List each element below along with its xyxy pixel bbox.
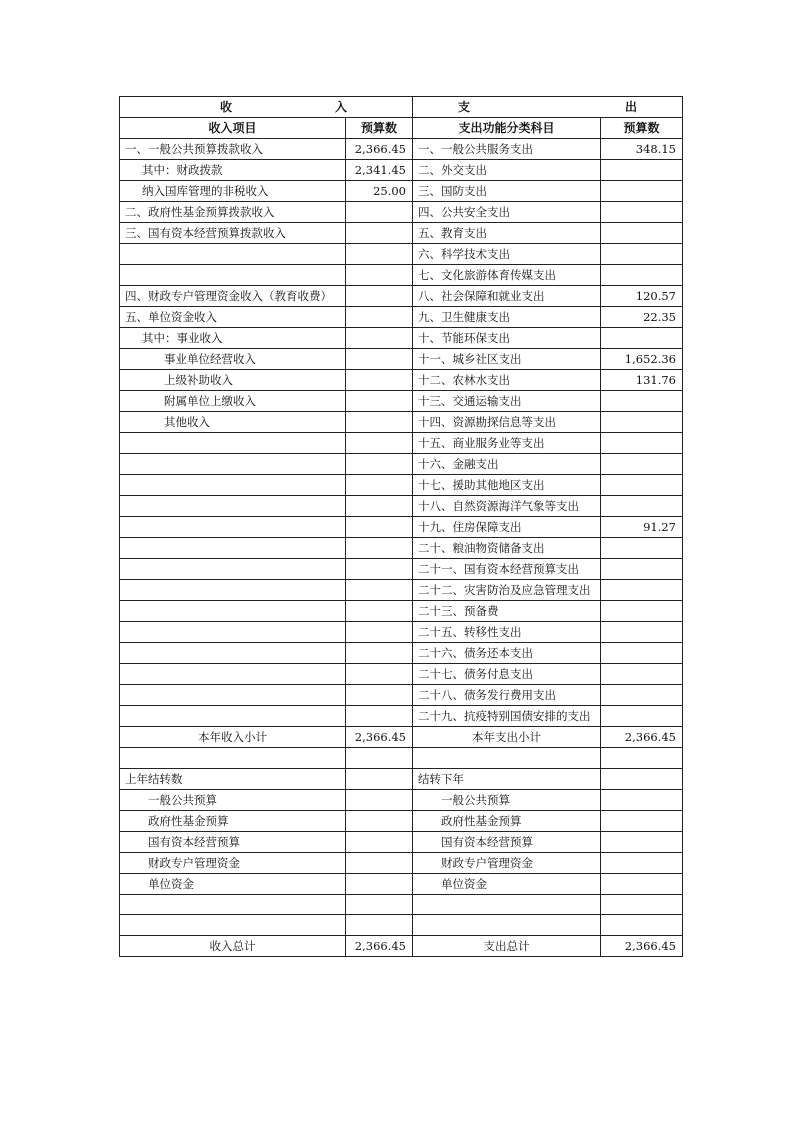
expense-item: 十九、住房保障支出 (413, 517, 601, 538)
carryover-row (120, 873, 683, 894)
income-item (120, 433, 346, 454)
income-carryover-label: 上年结转数 (120, 768, 346, 789)
income-value (346, 664, 413, 685)
income-value (346, 265, 413, 286)
income-item: 其中：财政拨款 (120, 160, 346, 181)
expense-item: 十四、资源勘探信息等支出 (413, 412, 601, 433)
expense-item: 八、社会保障和就业支出 (413, 286, 601, 307)
expense-item: 六、科学技术支出 (413, 244, 601, 265)
income-item (120, 664, 346, 685)
income-value (346, 538, 413, 559)
income-header-char-1: 收 (220, 100, 233, 114)
table-row (120, 412, 683, 433)
expense-header-char-1: 支 (458, 100, 471, 114)
expense-value (601, 412, 683, 433)
income-value (346, 454, 413, 475)
expense-item: 十二、农林水支出 (413, 370, 601, 391)
income-carryover-item: 单位资金 (120, 873, 346, 894)
expense-value: 131.76 (601, 370, 683, 391)
income-item (120, 265, 346, 286)
expense-item: 四、公共安全支出 (413, 202, 601, 223)
table-row (120, 601, 683, 622)
income-item (120, 517, 346, 538)
carryover-row (120, 789, 683, 810)
expense-item: 十七、援助其他地区支出 (413, 475, 601, 496)
table-row (120, 475, 683, 496)
expense-value (601, 496, 683, 517)
income-item: 一、一般公共预算拨款收入 (120, 139, 346, 160)
expense-value (601, 664, 683, 685)
expense-value: 1,652.36 (601, 349, 683, 370)
subtotal-row (120, 727, 683, 748)
expense-value: 120.57 (601, 286, 683, 307)
table-row (120, 496, 683, 517)
table-row (120, 160, 683, 181)
carryover-row (120, 810, 683, 831)
col-expense-budget: 预算数 (601, 118, 683, 139)
expense-item: 二十一、国有资本经营预算支出 (413, 559, 601, 580)
expense-item: 二十九、抗疫特别国债安排的支出 (413, 706, 601, 727)
table-row (120, 706, 683, 727)
expense-section-header (413, 97, 683, 118)
income-value (346, 286, 413, 307)
income-item (120, 580, 346, 601)
income-value (346, 643, 413, 664)
expense-item: 二十二、灾害防治及应急管理支出 (413, 580, 601, 601)
income-item (120, 622, 346, 643)
table-row (120, 643, 683, 664)
income-subtotal-value: 2,366.45 (346, 727, 413, 748)
blank-row (120, 748, 683, 769)
income-total-value: 2,366.45 (346, 935, 413, 956)
income-item (120, 244, 346, 265)
col-income-item: 收入项目 (120, 118, 346, 139)
income-carryover-item: 一般公共预算 (120, 789, 346, 810)
expense-item: 十一、城乡社区支出 (413, 349, 601, 370)
table-row (120, 433, 683, 454)
income-value (346, 559, 413, 580)
expense-carryover-item: 国有资本经营预算 (413, 831, 601, 852)
total-row (120, 935, 683, 956)
table-row (120, 559, 683, 580)
income-item (120, 643, 346, 664)
expense-item: 二十七、债务付息支出 (413, 664, 601, 685)
expense-value (601, 580, 683, 601)
income-item: 其中：事业收入 (120, 328, 346, 349)
income-item (120, 685, 346, 706)
income-value (346, 706, 413, 727)
expense-item: 二十、粮油物资储备支出 (413, 538, 601, 559)
table-row (120, 664, 683, 685)
table-row (120, 286, 683, 307)
income-value (346, 685, 413, 706)
expense-item: 二十八、债务发行费用支出 (413, 685, 601, 706)
income-value (346, 202, 413, 223)
income-item (120, 706, 346, 727)
expense-total-label: 支出总计 (413, 935, 601, 956)
income-item: 四、财政专户管理资金收入（教育收费） (120, 286, 346, 307)
expense-item: 十、节能环保支出 (413, 328, 601, 349)
expense-item: 五、教育支出 (413, 223, 601, 244)
income-item: 事业单位经营收入 (120, 349, 346, 370)
income-value (346, 244, 413, 265)
income-value (346, 349, 413, 370)
expense-item: 十六、金融支出 (413, 454, 601, 475)
expense-carryover-item: 财政专户管理资金 (413, 852, 601, 873)
budget-table (119, 96, 683, 957)
expense-value (601, 454, 683, 475)
expense-item: 二十五、转移性支出 (413, 622, 601, 643)
expense-item: 二十三、预备费 (413, 601, 601, 622)
expense-item: 二十六、债务还本支出 (413, 643, 601, 664)
income-value (346, 622, 413, 643)
income-header-char-2: 入 (334, 100, 347, 114)
table-row (120, 622, 683, 643)
carryover-row (120, 831, 683, 852)
expense-item: 十八、自然资源海洋气象等支出 (413, 496, 601, 517)
table-row (120, 370, 683, 391)
expense-value: 91.27 (601, 517, 683, 538)
income-value: 2,341.45 (346, 160, 413, 181)
income-item: 附属单位上缴收入 (120, 391, 346, 412)
expense-value (601, 202, 683, 223)
expense-item: 二、外交支出 (413, 160, 601, 181)
income-item (120, 601, 346, 622)
blank-row (120, 894, 683, 915)
expense-value (601, 223, 683, 244)
income-carryover-item: 国有资本经营预算 (120, 831, 346, 852)
income-item (120, 475, 346, 496)
income-value (346, 601, 413, 622)
table-row (120, 139, 683, 160)
income-item: 其他收入 (120, 412, 346, 433)
income-item: 二、政府性基金预算拨款收入 (120, 202, 346, 223)
table-row (120, 580, 683, 601)
carryover-header-row (120, 768, 683, 789)
col-expense-item: 支出功能分类科目 (413, 118, 601, 139)
section-header-row (120, 97, 683, 118)
expense-value (601, 622, 683, 643)
expense-item: 十五、商业服务业等支出 (413, 433, 601, 454)
expense-header-char-2: 出 (624, 100, 637, 114)
expense-item: 一、一般公共服务支出 (413, 139, 601, 160)
table-row (120, 307, 683, 328)
expense-value (601, 244, 683, 265)
expense-value (601, 160, 683, 181)
income-value (346, 370, 413, 391)
income-carryover-item: 政府性基金预算 (120, 810, 346, 831)
expense-value (601, 643, 683, 664)
table-row (120, 538, 683, 559)
expense-value (601, 391, 683, 412)
expense-value (601, 328, 683, 349)
income-value: 2,366.45 (346, 139, 413, 160)
expense-item: 九、卫生健康支出 (413, 307, 601, 328)
income-subtotal-label: 本年收入小计 (120, 727, 346, 748)
income-item: 上级补助收入 (120, 370, 346, 391)
carryover-row (120, 852, 683, 873)
expense-value (601, 685, 683, 706)
table-row (120, 181, 683, 202)
table-row (120, 223, 683, 244)
expense-value (601, 601, 683, 622)
income-value (346, 433, 413, 454)
table-row (120, 454, 683, 475)
expense-value: 348.15 (601, 139, 683, 160)
table-row (120, 202, 683, 223)
income-carryover-item: 财政专户管理资金 (120, 852, 346, 873)
income-value (346, 475, 413, 496)
expense-item: 十三、交通运输支出 (413, 391, 601, 412)
income-item: 五、单位资金收入 (120, 307, 346, 328)
expense-total-value: 2,366.45 (601, 935, 683, 956)
income-total-label: 收入总计 (120, 935, 346, 956)
expense-carryover-item: 政府性基金预算 (413, 810, 601, 831)
expense-value (601, 706, 683, 727)
income-section-header (120, 97, 413, 118)
income-item: 三、国有资本经营预算拨款收入 (120, 223, 346, 244)
income-item (120, 496, 346, 517)
expense-item: 七、文化旅游体育传媒支出 (413, 265, 601, 286)
income-item: 纳入国库管理的非税收入 (120, 181, 346, 202)
table-row (120, 391, 683, 412)
table-row (120, 349, 683, 370)
income-value (346, 580, 413, 601)
column-header-row (120, 118, 683, 139)
expense-value (601, 265, 683, 286)
income-value (346, 223, 413, 244)
expense-carryover-item: 一般公共预算 (413, 789, 601, 810)
table-row (120, 517, 683, 538)
expense-value (601, 559, 683, 580)
income-value (346, 307, 413, 328)
income-value (346, 517, 413, 538)
expense-subtotal-value: 2,366.45 (601, 727, 683, 748)
income-item (120, 454, 346, 475)
table-row (120, 265, 683, 286)
income-value (346, 328, 413, 349)
expense-value (601, 181, 683, 202)
expense-value (601, 475, 683, 496)
table-row (120, 244, 683, 265)
table-row (120, 685, 683, 706)
expense-carryover-item: 单位资金 (413, 873, 601, 894)
expense-carryover-label: 结转下年 (413, 768, 601, 789)
income-value (346, 391, 413, 412)
expense-item: 三、国防支出 (413, 181, 601, 202)
blank-row (120, 915, 683, 936)
expense-subtotal-label: 本年支出小计 (413, 727, 601, 748)
col-income-budget: 预算数 (346, 118, 413, 139)
table-row (120, 328, 683, 349)
income-value (346, 496, 413, 517)
expense-value (601, 538, 683, 559)
income-value (346, 412, 413, 433)
income-value: 25.00 (346, 181, 413, 202)
income-item (120, 559, 346, 580)
income-item (120, 538, 346, 559)
expense-value (601, 433, 683, 454)
expense-value: 22.35 (601, 307, 683, 328)
